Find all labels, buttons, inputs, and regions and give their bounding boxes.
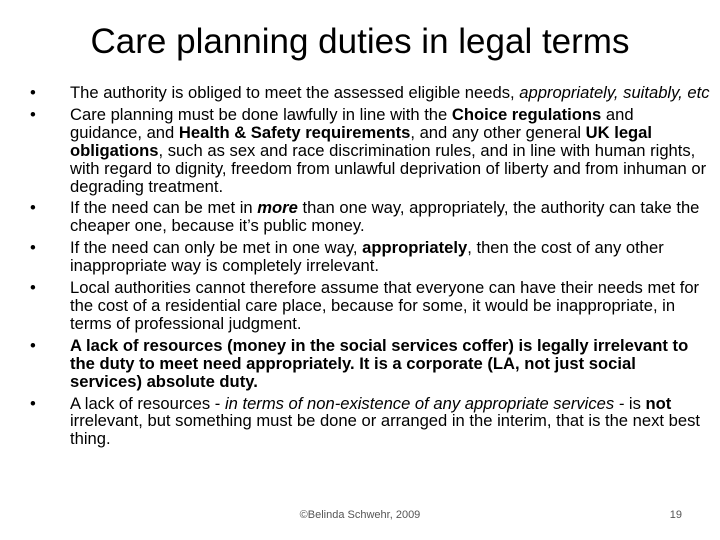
bullet-text: UK legal obligations [70,122,653,160]
bullet-text: , then the cost of any other inappropriate way is completely irrelevant. [70,238,664,276]
bullet-marker: • [30,198,36,218]
bullet-text: irrelevant, but something must be done or arranged in the interim, that is the next best thing. [70,411,700,449]
slide-title: Care planning duties in legal terms [90,22,630,61]
bullet-marker: • [30,104,36,124]
bullet-text: Care planning must be done lawfully in line with the [70,104,452,124]
bullet-marker: • [30,83,36,102]
bullet-item [30,337,710,391]
bullet-text: The authority is obliged to meet the assessed eligible needs, [70,83,520,102]
footer-credit: ©Belinda Schwehr, 2009 [299,509,421,521]
bullet-text: more [257,198,298,218]
page-number: 19 [669,509,682,521]
bullet-text: , and any other general [410,122,586,142]
bullet-text: appropriately [362,238,468,258]
bullet-marker: • [30,393,36,413]
bullet-item [30,106,710,196]
bullet-marker: • [30,278,36,298]
bullet-text: A lack of resources - [70,393,225,413]
bullet-list [30,84,710,452]
bullet-text: in terms of non-existence of any appropriate services - [224,393,625,413]
bullet-text: Health & Safety requirements [178,122,411,142]
bullet-text: , such as sex and race discrimination rules, and in line with human rights, with regard to dignity, freedom from unlawful deprivation of liberty and from inhuman or degrading treatment. [70,140,707,196]
bullet-item [30,199,710,235]
bullet-item [30,279,710,333]
bullet-item [30,395,710,449]
bullet-text: Choice regulations [451,104,602,124]
bullet-item [30,239,710,275]
bullet-text: than one way, appropriately, the authority can take the cheaper one, because it’s public money. [70,198,700,236]
bullet-marker: • [30,335,36,355]
bullet-text: appropriately, suitably, etc [519,83,710,102]
bullet-text: and guidance, and [70,104,634,142]
bullet-text: If the need can only be met in one way, [70,238,363,258]
bullet-text: A lack of resources (money in the social services coffer) is legally irrelevant to the duty to meet need appropriately. It is a corporate (LA, not just social services) absolute duty. [70,335,689,391]
bullet-text: If the need can be met in [70,198,258,218]
bullet-text: not [645,393,672,413]
bullet-text: Local authorities cannot therefore assume that everyone can have their needs met for the cost of a residential care place, because for some, it would be inappropriate, in terms of professional judgment. [70,278,700,333]
bullet-item [30,84,710,102]
bullet-marker: • [30,238,36,258]
bullet-text: is [624,393,646,413]
